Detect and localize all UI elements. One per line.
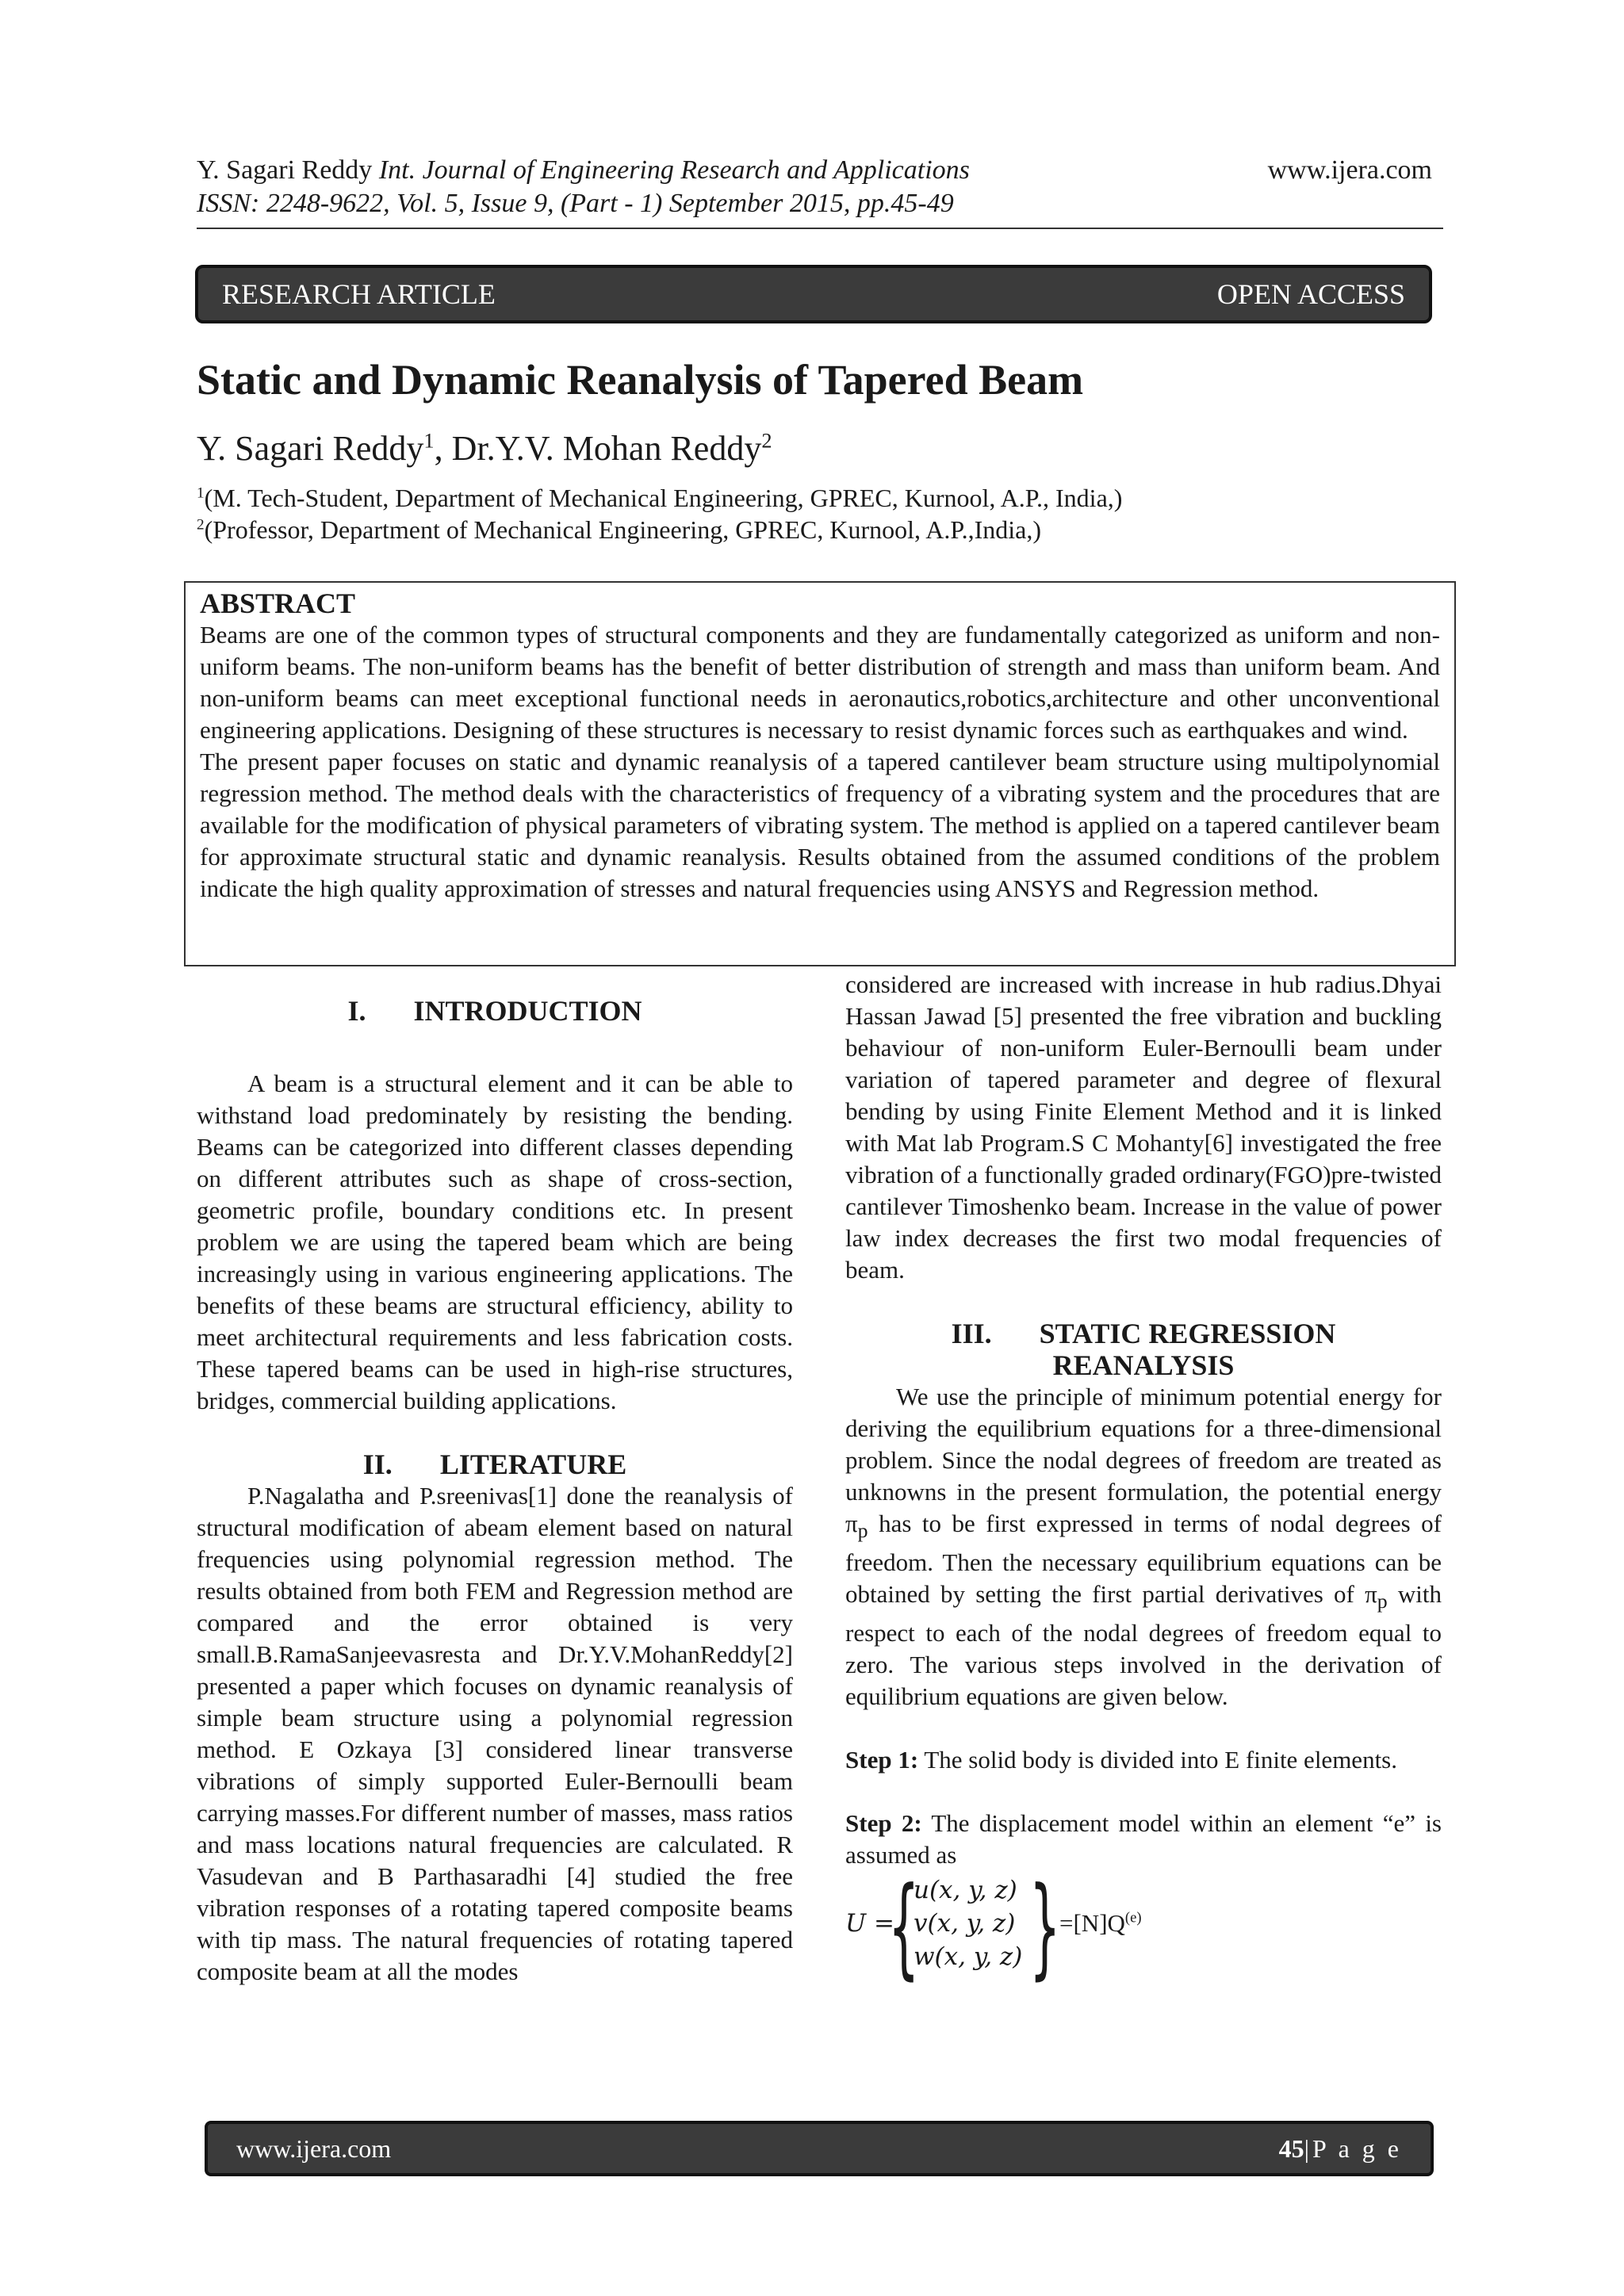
literature-paragraph: P.Nagalatha and P.sreenivas[1] done the reanalysis of structural modification of abeam element based on natural frequencies using polynomial regression method. The results obtained from both FEM and Regression method are compared and the error obtained is very small.B.RamaSanjeevasresta and Dr.Y.V.MohanReddy[2] presented a paper which focuses on dynamic reanalysis of simple beam structure using a polynomial regression method. E Ozkaya [3] considered linear transverse vibrations of simply supported Euler-Bernoulli beam carrying masses.For different number of masses, mass ratios and mass locations natural frequencies are calculated. R Vasudevan and B Parthasaradhi [4] studied the free vibration responses of a rotating tapered composite beams with tip mass. The natural frequencies of rotating tapered composite beam at all the modes [197,1482,793,1985]
running-header [197,155,1432,186]
author-1: Y. Sagari Reddy [197,429,424,468]
pi-subscript: p [857,1519,868,1543]
banner-research-article: RESEARCH ARTICLE [222,278,496,310]
abstract-paragraph-1: Beams are one of the common types of structural components and they are fundamentally categorized as uniform and non-uniform beams. The non-uniform beams has the benefit of better distribution of strength and mass than uniform beam. And non-uniform beams can meet exceptional functional needs in aeronautics,robotics,architecture and other unconventional engineering applications. Designing of these structures is necessary to resist dynamic forces such as earthquakes and wind. [200,621,1440,744]
header-rule [197,228,1443,229]
left-brace-glyph: { [888,1863,920,1992]
header-citation [197,155,970,186]
header-journal: Int. Journal of Engineering Research and Applications [378,155,970,185]
affiliation-1 [197,484,1122,513]
page-number: 45 [1278,2133,1304,2163]
author-separator: , [434,429,452,468]
banner-open-access: OPEN ACCESS [1216,278,1405,310]
equation-row-w: w(x, y, z) [914,1942,1023,1972]
step-1 [845,1744,1442,1776]
section-number: II. [362,1448,393,1480]
left-column [197,995,793,1988]
section-heading-literature [197,1448,793,1480]
static-text-c: with respect to each of the nodal degrees of freedom equal to zero. The various steps involved in the derivation of equilibrium equations are given below. [845,1580,1442,1711]
affiliation-1-text: (M. Tech-Student, Department of Mechanical Engineering, GPREC, Kurnool, A.P., India,) [204,484,1123,512]
section-heading-introduction [197,995,793,1027]
page-label: |P a g e [1304,2133,1402,2163]
static-regression-paragraph [845,1381,1442,1712]
static-text-b: has to be first expressed in terms of nodal degrees of freedom. Then the necessary equilibrium equations can be obtained by setting the first partial derivatives of [845,1510,1442,1609]
affiliation-2-text: (Professor, Department of Mechanical Engineering, GPREC, Kurnool, A.P.,India,) [204,515,1041,544]
affiliation-1-sup: 1 [197,484,205,502]
abstract-paragraph-2: The present paper focuses on static and dynamic reanalysis of a tapered cantilever beam structure using multipolynomial regression method. The method deals with the characteristics of frequency of a vibrating system and the procedures that are available for the modification of physical parameters of vibrating system. The method is applied on a tapered cantilever beam for approximate structural static and dynamic reanalysis. Results obtained from the assumed conditions of the problem indicate the high quality approximation of stresses and natural frequencies using ANSYS and Regression method. [200,748,1440,902]
equation-rhs [1059,1909,1142,1938]
equation-row-v: v(x, y, z) [914,1909,1016,1938]
right-column [845,969,1442,1992]
literature-paragraph-continued: considered are increased with increase in hub radius.Dhyai Hassan Jawad [5] presented the free vibration and buckling behaviour of non-uniform Euler-Bernoulli beam under variation of tapered parameter and degree of flexural bending by using Finite Element Method and it is linked with Mat lab Program.S C Mohanty[6] investigated the free vibration of a functionally graded ordinary(FGO)pre-twisted cantilever Timoshenko beam. Increase in the value of power law index decreases the first two modal frequencies of beam. [845,970,1442,1284]
step-2 [845,1808,1442,1871]
right-brace-glyph: } [1029,1863,1061,1992]
abstract-box [184,581,1456,966]
equation-rhs-sup: (e) [1124,1910,1142,1927]
section-heading-static-regression-line2: REANALYSIS [1052,1349,1235,1381]
introduction-paragraph: A beam is a structural element and it can be able to withstand load predominately by resisting the bending. Beams can be categorized into different classes depending on different attributes such as shape of cross-section, geometric profile, boundary conditions etc. In present problem we are using the tapered beam which are being increasingly using in various engineering applications. The benefits of these beams are structural efficiency, ability to meet architectural requirements and less fabrication costs. These tapered beams can be used in high-rise structures, bridges, commercial building applications. [197,1070,793,1414]
article-type-banner [195,265,1432,323]
page-footer [205,2121,1434,2176]
pi-symbol: π [1365,1580,1377,1609]
section-number: III. [951,1318,992,1349]
section-title: LITERATURE [439,1448,627,1480]
abstract-heading: ABSTRACT [200,587,356,619]
section-heading-static-regression [845,1318,1442,1349]
affiliation-2-sup: 2 [197,516,205,534]
footer-page [1279,2134,1402,2164]
step-2-text: The displacement model within an element “e” is assumed as [845,1809,1442,1869]
header-author: Y. Sagari Reddy [197,155,373,185]
step-1-text: The solid body is divided into E finite elements. [918,1746,1397,1774]
pi-symbol: π [845,1510,858,1537]
section-title: STATIC REGRESSION [1039,1318,1336,1349]
static-text-a: We use the principle of minimum potential energy for deriving the equilibrium equations for a three-dimensional problem. Since the nodal degrees of freedom are treated as unknowns in the present formulation, the potential energy [845,1383,1442,1506]
author-2: Dr.Y.V. Mohan Reddy [451,429,762,468]
displacement-equation [845,1863,1442,1992]
equation-rhs-text: =[N]Q [1059,1909,1125,1938]
author-line [197,428,772,469]
section-title: INTRODUCTION [413,995,642,1027]
step-1-label: Step 1: [845,1746,919,1774]
author-1-sup: 1 [423,428,435,453]
affiliation-2 [197,515,1041,545]
author-2-sup: 2 [761,428,772,453]
step-2-label: Step 2: [845,1809,922,1838]
header-issn: ISSN: 2248-9622, Vol. 5, Issue 9, (Part - 1) September 2015, pp.45-49 [197,189,954,218]
equation-lhs: U = [845,1909,894,1938]
equation-row-u: u(x, y, z) [914,1876,1017,1905]
section-number: I. [347,995,366,1027]
header-website[interactable]: www.ijera.com [1267,155,1432,185]
paper-title: Static and Dynamic Reanalysis of Tapered Beam [197,356,1084,404]
footer-website[interactable]: www.ijera.com [236,2133,392,2163]
pi-subscript: p [1377,1590,1388,1613]
